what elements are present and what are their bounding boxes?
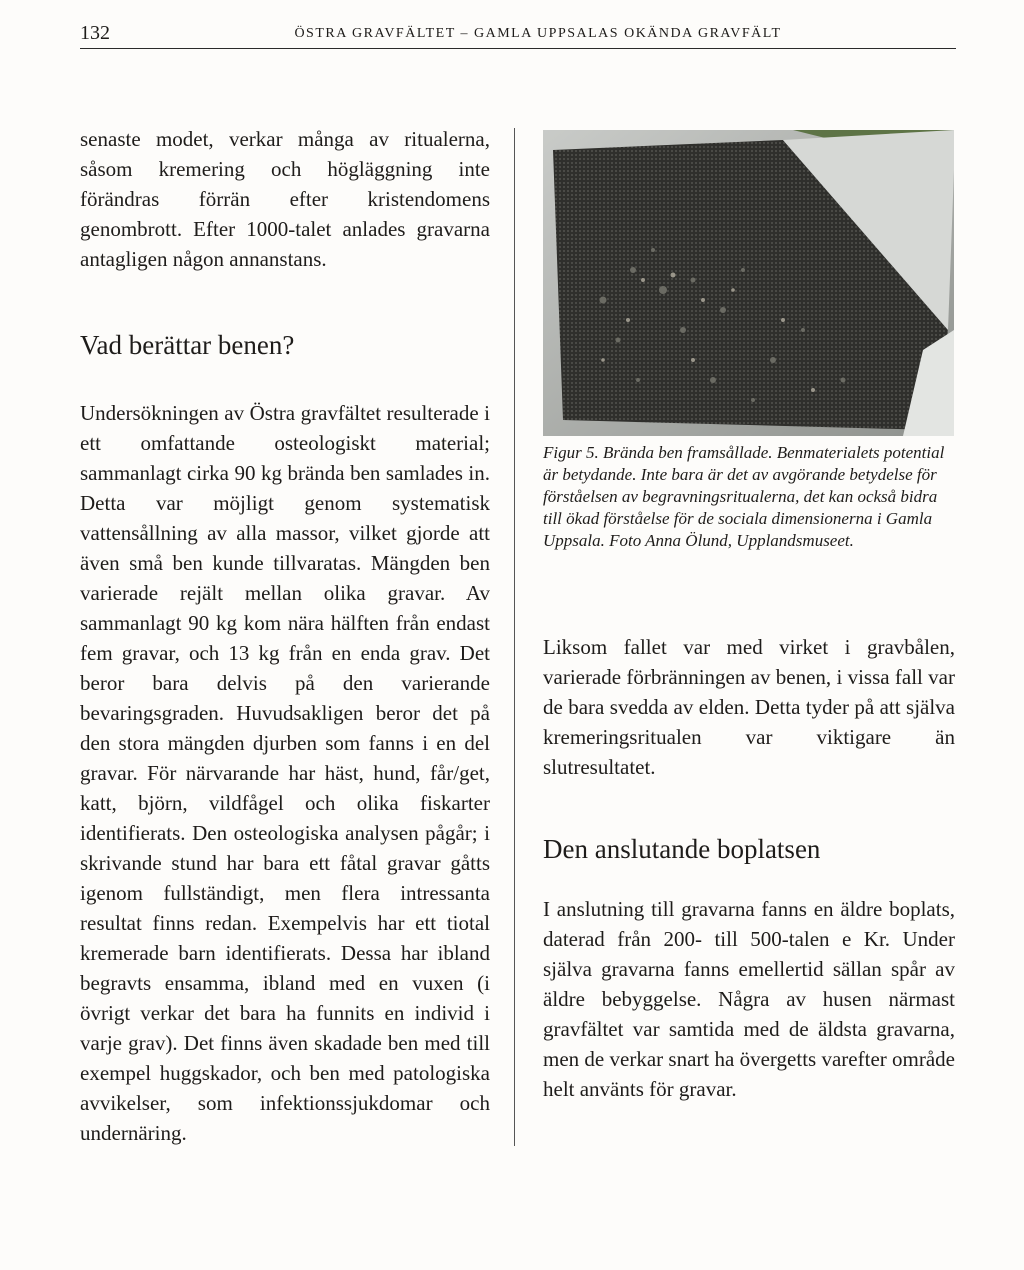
paragraph-settlement: I anslutning till gravarna fanns en äldre boplats, daterad från 200- till 500-talen e Kr. Under själva gravarna fanns emellertid sällan spår av äldre bebyggelse. Några av husen närmast gravfältet var samtida med de äldsta gravarna, men de verkar snart ha övergetts varefter område helt använts för gravar. xyxy=(543,897,955,1101)
intro-paragraph: senaste modet, verkar många av ritualerna, såsom kremering och högläggning inte förändras förrän efter kristendomens genombrott. Efter 1000-talet anlades gravarna antagligen någon annanstans. xyxy=(80,127,490,271)
figure-caption: Figur 5. Brända ben framsållade. Benmaterialets potential är betydande. Inte bara är det av avgörande betydelse för förståelsen av begravningsritualerna, det kan också bidra till ökad förståelse för de sociala dimensionerna i Gamla Uppsala. Foto Anna Ölund, Upplandsmuseet. xyxy=(543,443,945,550)
right-column xyxy=(543,130,955,1104)
sieve-photo-graphic xyxy=(543,130,954,436)
page-header xyxy=(80,20,956,49)
body-paragraph: Undersökningen av Östra gravfältet resulterade i ett omfattande osteologiskt material; sammanlagt cirka 90 kg brända ben samlades in. Detta var möjligt genom systematisk vattensållning av alla massor, vilket gjorde att även små ben kunde tillvaratas. Mängden ben varierade rejält mellan olika gravar. Av sammanlagt 90 kg kom nära hälften från endast fem gravar, och 13 kg från en enda grav. Det beror bara delvis på den varierande bevaringsgraden. Huvudsakligen beror det på den stora mängden djurben som fanns i en del gravar. För närvarande har häst, hund, får/get, katt, björn, vildfågel och olika fiskarter identifierats. Den osteologiska analysen pågår; i skrivande stund har bara ett fåtal gravar gåtts igenom fullständigt, men flera intressanta resultat finns redan. Exempelvis har ett tiotal kremerade barn identifierats. Dessa har ibland begravts ensamma, ibland med en vuxen (i övrigt verkar det bara ha funnits en individ i varje grav). Det finns även skadade ben med till exempel huggskador, och ben med patologiska avvikelser, som infektionssjukdomar och undernäring. xyxy=(80,401,490,1145)
running-head: ÖSTRA GRAVFÄLTET – GAMLA UPPSALAS OKÄNDA GRAVFÄLT xyxy=(294,26,782,41)
page-number: 132 xyxy=(80,22,110,44)
paragraph-cremation: Liksom fallet var med virket i gravbålen, varierade förbränningen av benen, i vissa fall var de bara svedda av elden. Detta tyder på att själva kremeringsritualen var viktigare än slutresultatet. xyxy=(543,635,955,779)
section-heading-bones: Vad berättar benen? xyxy=(80,330,295,360)
section-heading-settlement: Den anslutande boplatsen xyxy=(543,834,821,864)
sieve-photo xyxy=(543,130,954,436)
column-divider xyxy=(514,128,515,1146)
left-column xyxy=(80,124,490,1148)
